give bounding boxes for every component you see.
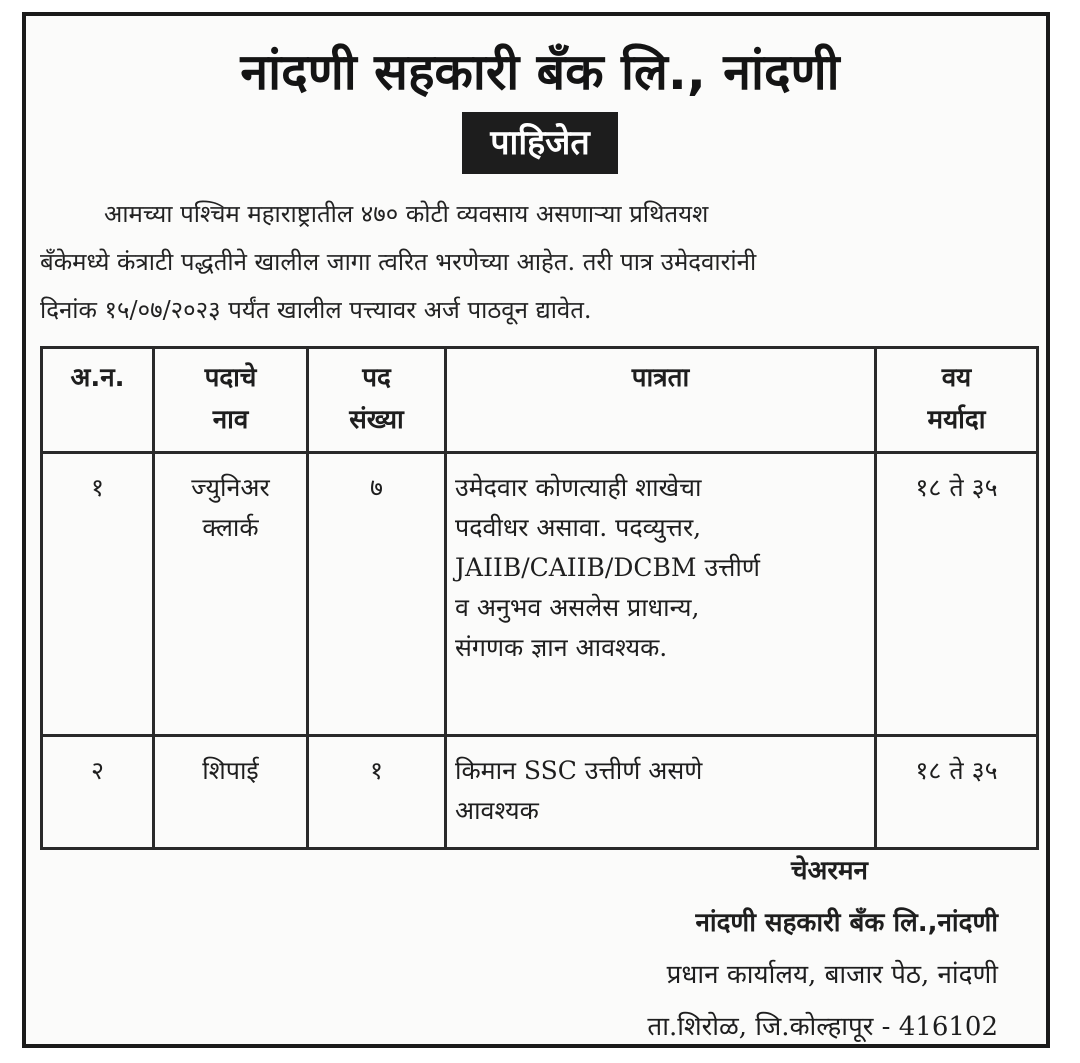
elig-line: उमेदवार कोणत्याही शाखेचा bbox=[455, 473, 702, 502]
row-post-line1: शिपाई bbox=[202, 756, 259, 785]
row-eligibility bbox=[446, 453, 876, 736]
row-age: १८ ते ३५ bbox=[876, 453, 1038, 736]
row-count: ७ bbox=[308, 453, 446, 736]
intro-line-2: बँकेमध्ये कंत्राटी पद्धतीने खालील जागा त्वरित भरणेच्या आहेत. तरी पात्र उमेदवारांनी bbox=[40, 248, 757, 276]
header-eligibility bbox=[446, 348, 876, 453]
row-post-name bbox=[154, 736, 308, 849]
row-post-line2: क्लार्क bbox=[202, 513, 259, 542]
vacancy-table bbox=[40, 346, 1039, 850]
badge-container bbox=[0, 112, 1080, 174]
row-sr: १ bbox=[42, 453, 154, 736]
row-post-line1: ज्युनिअर bbox=[191, 473, 270, 502]
row-age: १८ ते ३५ bbox=[876, 736, 1038, 849]
wanted-badge: पाहिजेत bbox=[462, 112, 618, 174]
header-eligibility-text: पात्रता bbox=[631, 363, 690, 393]
header-sr-text: अ.न. bbox=[70, 363, 125, 393]
elig-line: JAIIB/CAIIB/DCBM उत्तीर्ण bbox=[455, 553, 760, 582]
bank-title: नांदणी सहकारी बँक लि., नांदणी bbox=[240, 43, 840, 101]
header-count-line2: संख्या bbox=[349, 405, 404, 435]
header-age-limit bbox=[876, 348, 1038, 453]
elig-line: व अनुभव असलेस प्राधान्य, bbox=[455, 593, 700, 622]
elig-line: किमान SSC उत्तीर्ण असणे bbox=[455, 756, 703, 785]
table-row bbox=[42, 453, 1038, 736]
signature-bank-name: नांदणी सहकारी बँक लि.,नांदणी bbox=[695, 908, 998, 938]
intro-paragraph bbox=[40, 190, 1045, 334]
header-post-name-line2: नाव bbox=[212, 405, 249, 435]
header-post-count bbox=[308, 348, 446, 453]
intro-line-1: आमच्या पश्चिम महाराष्ट्रातील ४७० कोटी व्यवसाय असणाऱ्या प्रथितयश bbox=[104, 200, 709, 228]
elig-line: आवश्यक bbox=[455, 796, 539, 825]
header-post-name bbox=[154, 348, 308, 453]
row-eligibility bbox=[446, 736, 876, 849]
postal-address: ता.शिरोळ, जि.कोल्हापूर - 416102 bbox=[647, 1012, 998, 1042]
table-row bbox=[42, 736, 1038, 849]
office-address: प्रधान कार्यालय, बाजार पेठ, नांदणी bbox=[666, 960, 998, 990]
header-age-line1: वय bbox=[941, 363, 972, 393]
elig-line: पदवीधर असावा. पदव्युत्तर, bbox=[455, 513, 702, 542]
intro-line-3: दिनांक १५/०७/२०२३ पर्यंत खालील पत्त्यावर अर्ज पाठवून द्यावेत. bbox=[40, 296, 592, 324]
header-sr bbox=[42, 348, 154, 453]
chairman-title: चेअरमन bbox=[791, 856, 868, 886]
table-header-row bbox=[42, 348, 1038, 453]
header-post-name-line1: पदाचे bbox=[204, 363, 257, 393]
elig-line: संगणक ज्ञान आवश्यक. bbox=[455, 633, 668, 662]
header-age-line2: मर्यादा bbox=[927, 405, 986, 435]
row-sr: २ bbox=[42, 736, 154, 849]
row-post-name bbox=[154, 453, 308, 736]
signature-block bbox=[647, 845, 998, 1053]
header-count-line1: पद bbox=[362, 363, 391, 393]
row-count: १ bbox=[308, 736, 446, 849]
